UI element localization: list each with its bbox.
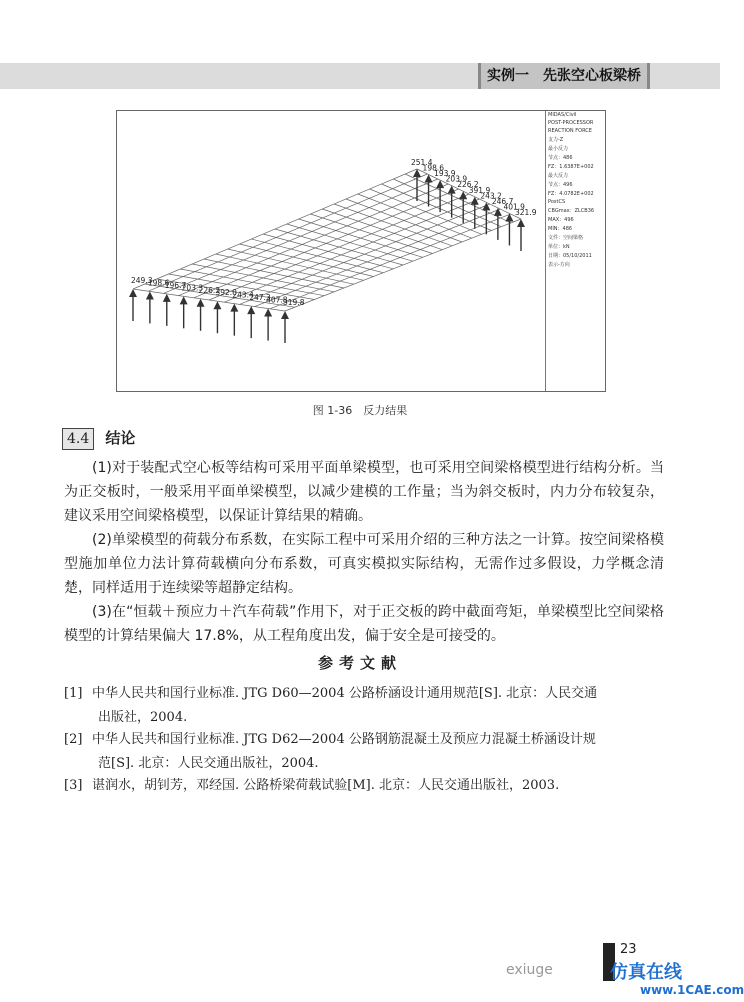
paragraph-3: (3)在“恒载＋预应力＋汽车荷载”作用下，对于正交板的跨中截面弯矩，单梁模型比空间梁格模型的计算结果偏大 17.8%，从工程角度出发，偏于安全是可接受的。 bbox=[64, 604, 664, 644]
reaction-arrow-front-head bbox=[146, 291, 154, 299]
grid-line-longitudinal bbox=[179, 184, 449, 296]
legend-line: 最小反力 bbox=[548, 146, 569, 152]
reaction-value-front: 407.8 bbox=[266, 295, 288, 305]
reaction-force-figure bbox=[116, 110, 606, 392]
legend-line: 节点：496 bbox=[548, 182, 573, 188]
reaction-value-back: 321.9 bbox=[515, 208, 537, 217]
references-title: 参考文献 bbox=[317, 654, 402, 672]
reaction-arrow-front-head bbox=[129, 289, 137, 297]
reaction-value-back: 401.9 bbox=[503, 202, 525, 212]
reaction-arrow-front-head bbox=[264, 309, 272, 317]
reaction-value-back: 226.2 bbox=[457, 180, 479, 190]
grid-line-longitudinal bbox=[285, 219, 521, 311]
paragraph-1: (1)对于装配式空心板等结构可采用平面单梁模型，也可采用空间梁格模型进行结构分析。当为正交板时，一般采用平面单梁模型，以减少建模的工作量；当为斜交板时，内力分布较复杂，建议采用空间梁格模型，以保证计算结果的精确。 bbox=[64, 460, 664, 524]
brand-url: www.1CAE.com bbox=[640, 983, 744, 997]
reaction-value-front: 247.3 bbox=[249, 293, 271, 303]
legend-line: PostCS bbox=[548, 199, 566, 205]
grid-line-longitudinal bbox=[133, 169, 417, 289]
reaction-arrow-front-head bbox=[197, 299, 205, 307]
legend-line: 单位：kN bbox=[548, 244, 570, 250]
legend-line: 表示-方向 bbox=[548, 262, 570, 268]
legend-line: 文件：空间梁格 bbox=[548, 235, 584, 241]
legend-line: 日期：05/10/2011 bbox=[548, 253, 592, 259]
grid-model-drawing bbox=[117, 111, 545, 391]
grid-line-longitudinal bbox=[239, 204, 489, 304]
legend-line: FZ：1.6387E+002 bbox=[548, 164, 594, 170]
reaction-arrow-front-head bbox=[247, 306, 255, 314]
reaction-value-front: 226.2 bbox=[198, 285, 221, 295]
reaction-value-front: 203.3 bbox=[181, 283, 204, 293]
reference-1 bbox=[64, 682, 664, 730]
grid-line-longitudinal bbox=[194, 189, 459, 298]
reference-text: 中华人民共和国行业标准. JTG D62—2004 公路钢筋混凝土及预应力混凝土桥涵设计规 bbox=[92, 732, 596, 747]
legend-line: POST-PROCESSOR bbox=[548, 120, 594, 126]
legend-line: CBGmax：ZLCB36 bbox=[548, 208, 595, 214]
reaction-value-back: 198.6 bbox=[422, 163, 445, 173]
legend-line: 支力-Z bbox=[548, 137, 564, 143]
legend-line: FZ：4.0782E+002 bbox=[548, 191, 594, 197]
figure-legend bbox=[545, 111, 606, 391]
reference-text: 谌润水，胡钊芳，邓经国. 公路桥梁荷载试验[M]. 北京：人民交通出版社，2003. bbox=[92, 778, 560, 793]
reaction-value-front: 249.3 bbox=[131, 276, 153, 285]
grid-line-longitudinal bbox=[163, 179, 437, 293]
page-number: 23 bbox=[620, 942, 637, 957]
legend-line: MIN：486 bbox=[548, 226, 573, 232]
chapter-title: 实例一 先张空心板梁桥 bbox=[487, 68, 641, 84]
legend-line: 最大反力 bbox=[548, 173, 569, 179]
reference-index: [3] bbox=[64, 778, 83, 793]
reference-2 bbox=[64, 728, 664, 776]
grid-line-longitudinal bbox=[148, 174, 427, 291]
section-title: 结论 bbox=[105, 429, 136, 447]
paragraph-2: (2)单梁模型的荷载分布系数，在实际工程中可采用介绍的三种方法之一计算。按空间梁格模型施加单位力法计算荷载横向分布系数，可真实模拟实际结构，无需作过多假设，力学概念清楚，同样适用于连续梁等超静定结构。 bbox=[64, 532, 664, 596]
reaction-value-front: 243.4 bbox=[232, 290, 254, 300]
legend-line: REACTION FORCE bbox=[548, 128, 592, 134]
reaction-value-back: 391.9 bbox=[468, 185, 491, 195]
watermark-text: exiuge bbox=[506, 962, 553, 978]
section-number: 4.4 bbox=[62, 428, 94, 450]
reaction-arrow-front-head bbox=[230, 304, 238, 312]
reaction-value-back: 203.9 bbox=[445, 174, 468, 184]
legend-line: MIDAS/Civil bbox=[548, 112, 577, 118]
brand-logo-text: 仿真在线 bbox=[610, 962, 682, 983]
reaction-value-front: 319.8 bbox=[283, 298, 305, 307]
reaction-value-back: 246.7 bbox=[491, 196, 514, 206]
reaction-value-back: 193.9 bbox=[434, 169, 456, 179]
reference-text-cont: 出版社，2004. bbox=[98, 710, 188, 725]
reference-text-cont: 范[S]. 北京：人民交通出版社，2004. bbox=[98, 756, 319, 771]
reaction-value-back: 251.4 bbox=[411, 158, 433, 167]
reference-3 bbox=[64, 774, 664, 798]
reaction-arrow-front-head bbox=[180, 296, 188, 304]
reference-text: 中华人民共和国行业标准. JTG D60—2004 公路桥涵设计通用规范[S]. 北京：人民交通 bbox=[92, 686, 598, 701]
reaction-arrow-front-head bbox=[213, 301, 221, 309]
legend-line: MAX：496 bbox=[548, 217, 574, 223]
reaction-value-back: 243.2 bbox=[480, 191, 502, 201]
reaction-value-front: 196.7 bbox=[164, 280, 187, 290]
legend-line: 节点：486 bbox=[548, 155, 573, 161]
section-heading bbox=[62, 428, 135, 450]
reaction-value-front: 392.0 bbox=[215, 288, 237, 298]
figure-caption: 图 1-36 反力结果 bbox=[312, 404, 408, 417]
reference-index: [2] bbox=[64, 732, 83, 747]
reference-index: [1] bbox=[64, 686, 83, 701]
reaction-value-front: 198.6 bbox=[147, 278, 170, 288]
reaction-arrow-front-head bbox=[281, 311, 289, 319]
reaction-arrow-front-head bbox=[163, 294, 171, 302]
